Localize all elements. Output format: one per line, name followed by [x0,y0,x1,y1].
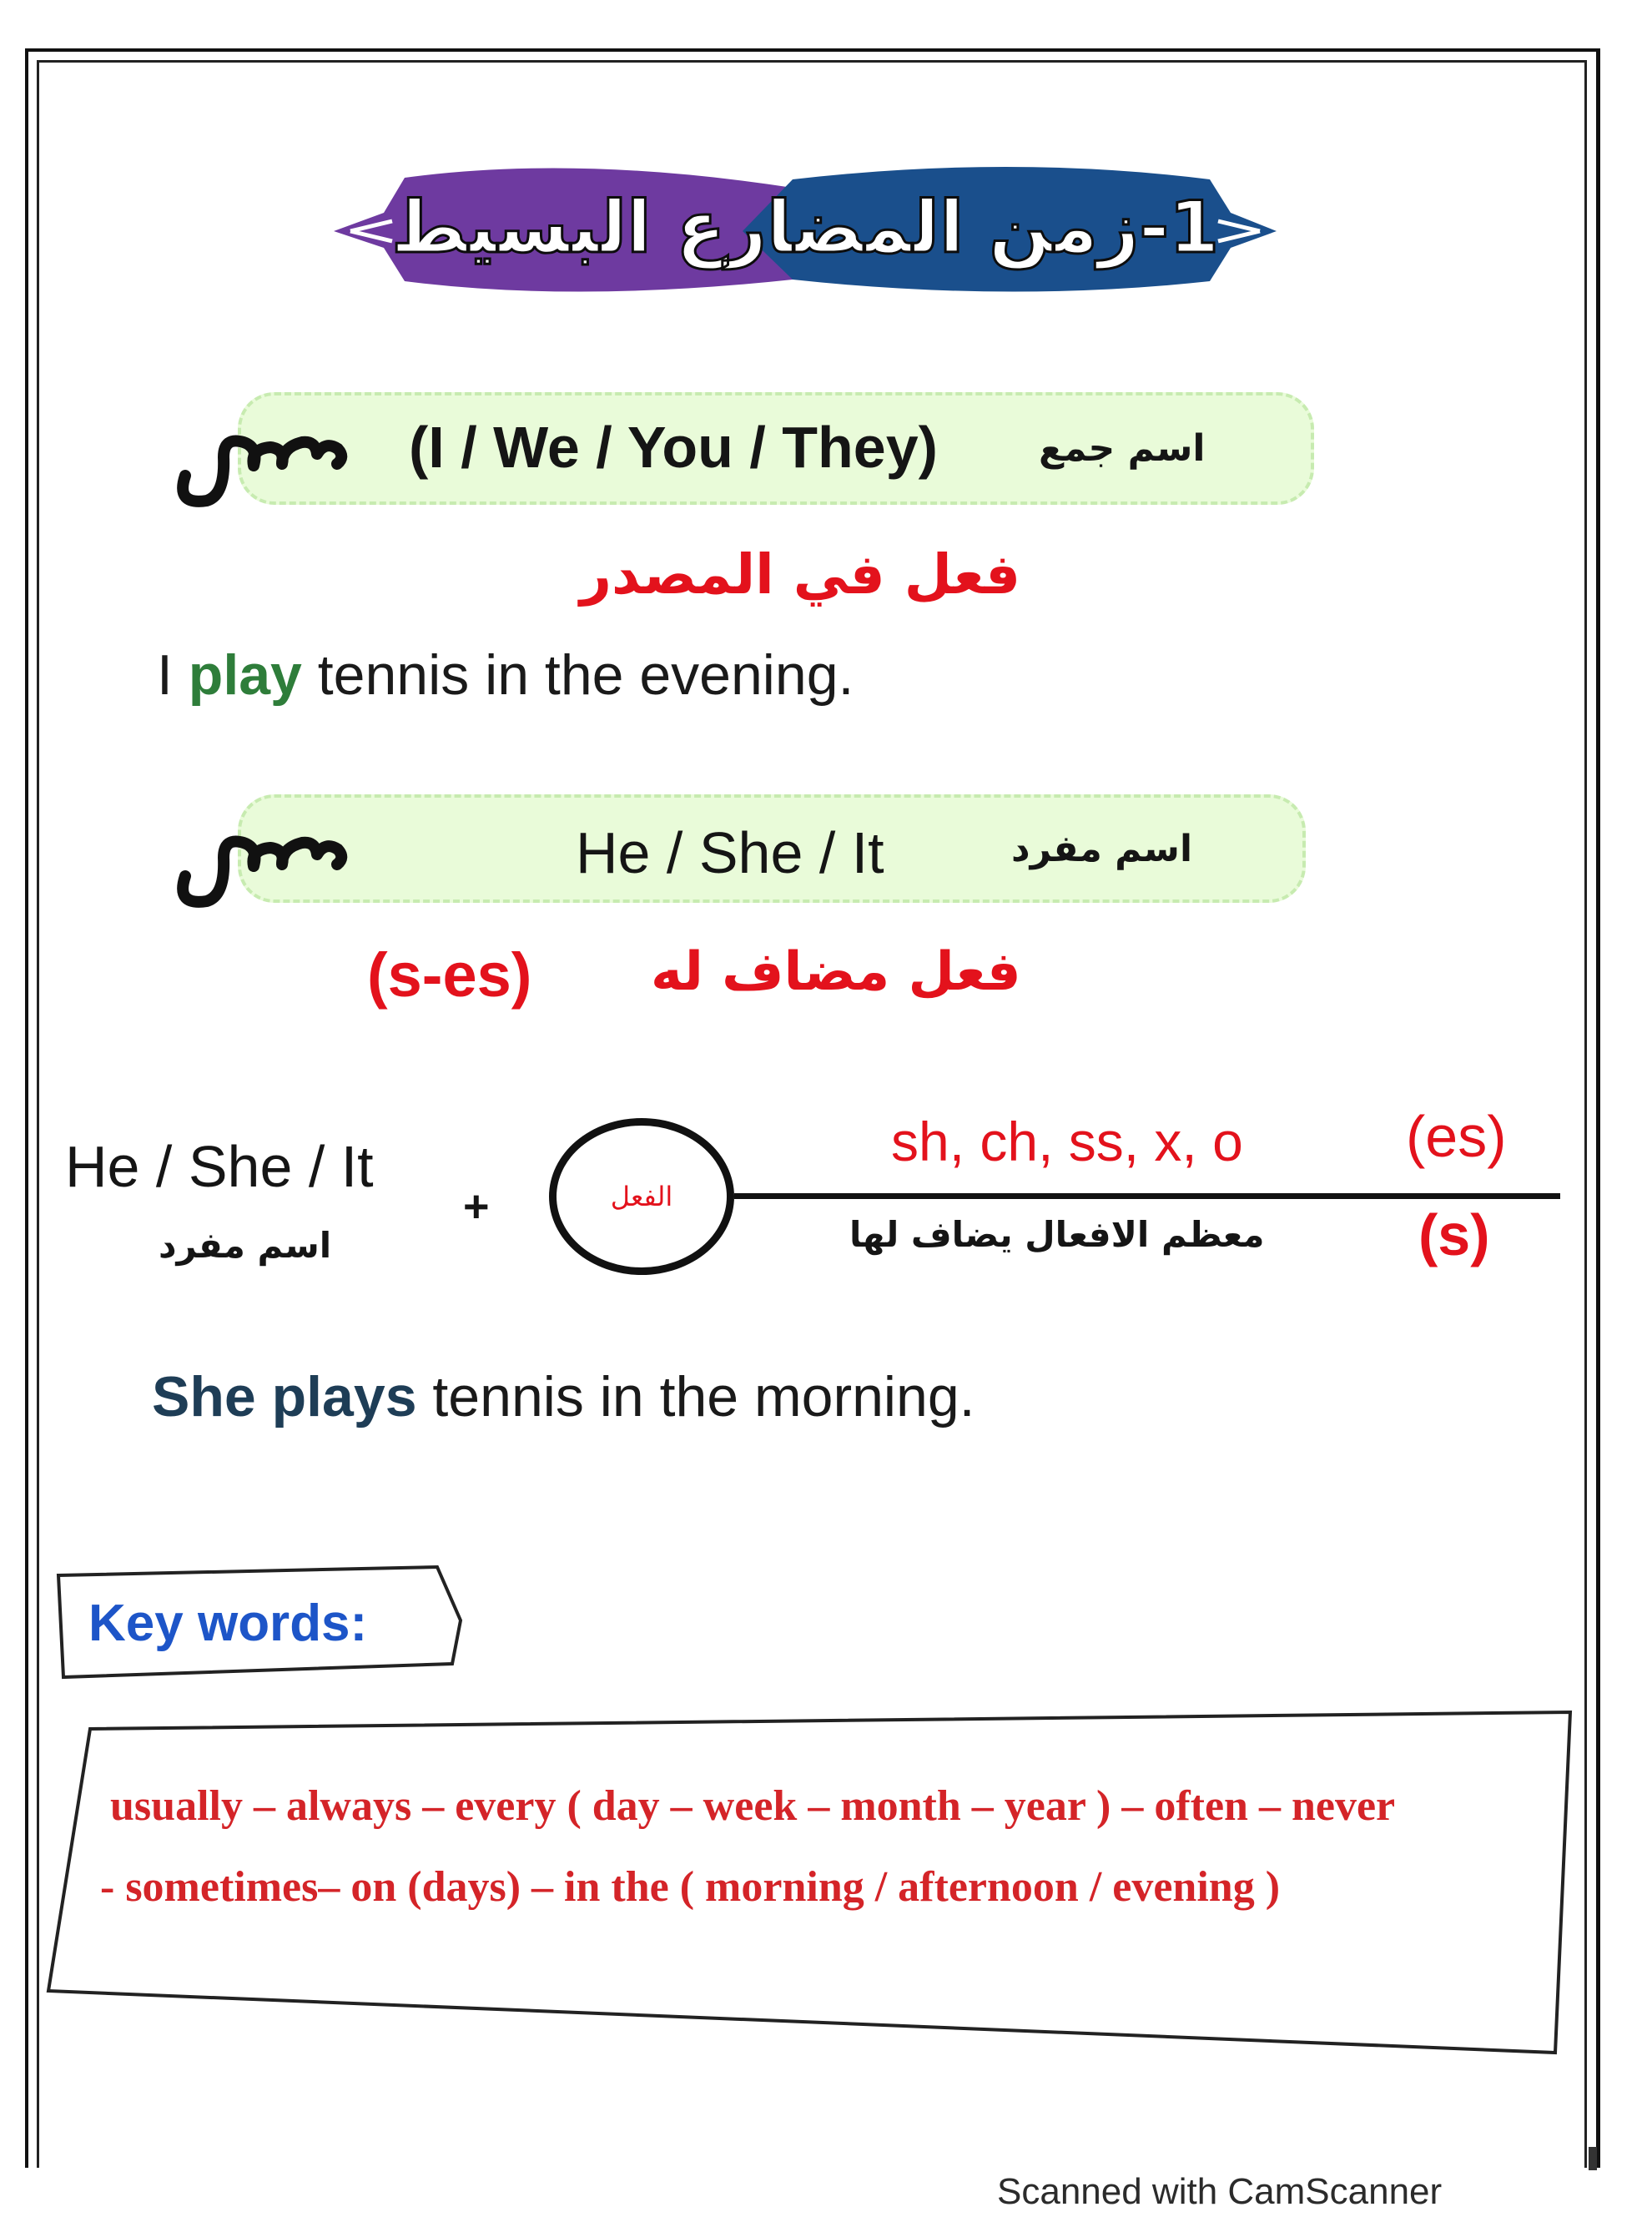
es-endings: sh, ch, ss, x, o [891,1111,1243,1172]
s-label: (s) [1418,1202,1490,1267]
example-sentence-1 [157,642,854,708]
key-words-line-2: - sometimes– on (days) – in the ( morning / afternoon / evening ) [100,1863,1281,1911]
plus-sign: + [463,1182,490,1232]
example2-verb: plays [271,1365,417,1428]
plural-pronouns: (I / We / You / They) [409,415,938,480]
example2-subject: She [152,1365,256,1428]
es-label: (es) [1406,1104,1507,1169]
example1-verb: play [188,643,302,707]
formula-subject-ar: اسم مفرد [159,1225,332,1266]
frame-corner-mark [1589,2147,1597,2170]
page-title: 1-زمن المضارع البسيط [391,185,1219,270]
footer-watermark: Scanned with CamScanner [997,2171,1443,2212]
verb-circle-label: الفعل [610,1181,673,1212]
title-banner [325,154,1285,300]
plural-rule-ar: فعل في المصدر [580,542,1021,607]
formula-divider [734,1193,1560,1199]
s-note-ar: معظم الافعال يضاف لها [849,1214,1265,1255]
verb-circle [549,1118,734,1275]
singular-label-ar: اسم مفرد [1011,828,1193,870]
swirl-icon-2 [167,799,359,908]
singular-rule-ar: فعل مضاف له [651,941,1021,1003]
example2-rest: tennis in the morning. [416,1365,975,1428]
formula-subject: He / She / It [65,1134,374,1199]
swirl-icon [167,399,359,507]
singular-suffix: (s-es) [367,940,532,1010]
example-sentence-2 [152,1364,975,1429]
example1-subject: I [157,643,189,707]
plural-label-ar: اسم جمع [1039,427,1206,470]
singular-pronouns: He / She / It [576,820,884,885]
example1-rest: tennis in the evening. [301,643,854,707]
key-words-line-1: usually – always – every ( day – week – month – year ) – often – never [110,1782,1396,1830]
key-words-label: Key words: [88,1595,368,1652]
